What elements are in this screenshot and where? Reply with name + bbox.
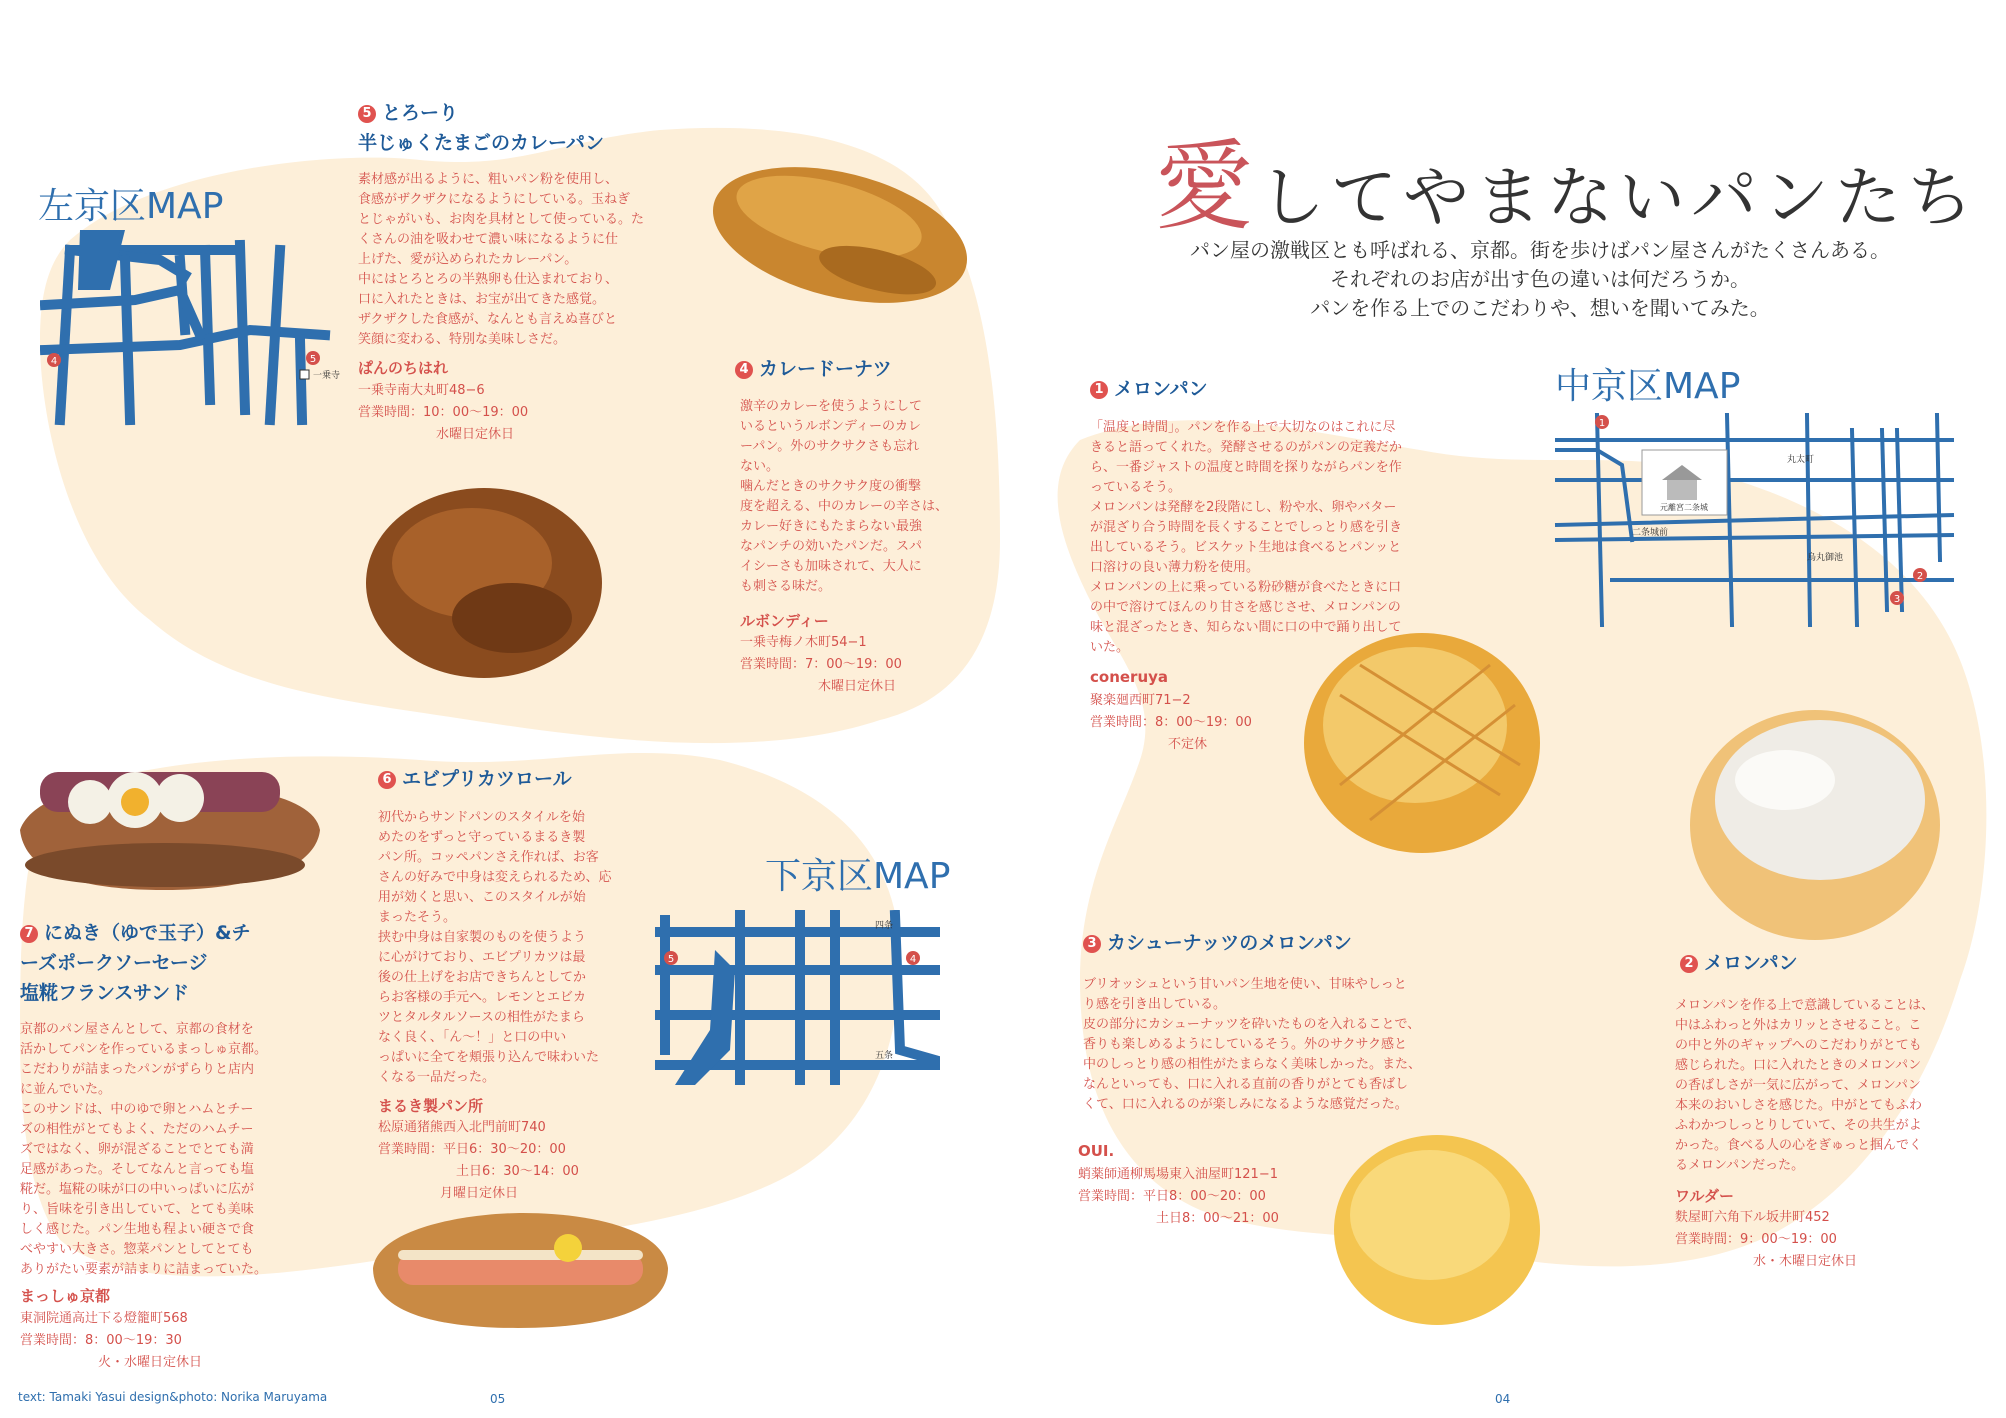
entry-6-body: 初代からサンドパンのスタイルを始 めたのをずっと守っているまるき製 パン所。コッペパンさえ作れば、お客 さんの好みで中身は変えられるため、応 用が効くと思い、このスタイルが始 まったそう。 挟む中身は自家製のものを使うよう に心がけており、エビプリカツは最 後の仕上げをお店できちんとしてか らお客様の手元へ。レモンとエビカ ツとタルタルソースの相性がたまら なく良く、「ん～！」と口の中い っぱいに全てを頬張り込んで味わいた くなる一品だった。 xyxy=(378,810,612,1085)
lead-line: それぞれのお店が出す色の違いは何だろうか。 xyxy=(1330,267,1750,291)
curry-donut-image xyxy=(362,478,607,683)
title-rest: してやまないパンたち xyxy=(1259,159,1980,236)
svg-text:2: 2 xyxy=(1916,571,1924,582)
entry-2-title: 2 メロンパン xyxy=(1680,948,1798,978)
entry-7-shop-name: まっしゅ京都 xyxy=(20,1287,111,1305)
svg-text:4: 4 xyxy=(50,356,58,367)
nakagyo-map xyxy=(1552,410,1962,635)
station-icon xyxy=(300,370,309,379)
credit-line: text: Tamaki Yasui design&photo: Norika Maruyama xyxy=(18,1390,328,1404)
page-number-right: 04 xyxy=(1495,1392,1511,1406)
entry-5-body: 素材感が出るように、粗いパン粉を使用し、 食感がザクザクになるようにしている。玉ねぎ とじゃがいも、お肉を具材として使っている。た くさんの油を吸わせて濃い味になるように仕 上げた、愛が込められたカレーパン。 中にはとろとろの半熟卵も仕込まれており、 口に入れたときは、お宝が出てきた感覚。 ザクザクした食感が、なんとも言えぬ喜びと 笑顔に変わる、特別な美味しさだ。 xyxy=(358,172,645,347)
entry-6-shop-name: まるき製パン所 xyxy=(378,1097,484,1115)
entry-number-badge: 4 xyxy=(735,361,753,379)
lead-line: パンを作る上でのこだわりや、想いを聞いてみた。 xyxy=(1310,296,1770,320)
svg-text:烏丸御池: 烏丸御池 xyxy=(1807,553,1844,563)
lead-line: パン屋の激戦区とも呼ばれる、京都。街を歩けばパン屋さんがたくさんある。 xyxy=(1190,238,1890,262)
svg-text:元離宮二条城: 元離宮二条城 xyxy=(1660,503,1708,512)
svg-text:5: 5 xyxy=(309,354,317,365)
entry-4-body: 激辛のカレーを使うようにして いるというルボンディーのカレ ーパン。外のサクサクさも忘れ ない。 噛んだときのサクサク度の衝撃 度を超える、中のカレーの辛さは、 カレー好きにもたまらない最強 なパンチの効いたパンだ。スパ イシーさも加味されて、大人に も刺さる味だ。 xyxy=(740,399,949,594)
entry-4-shop-info: 一乗寺梅ノ木町54−1 営業時間：7：00～19：00 木曜日定休日 xyxy=(740,635,902,694)
lead-text xyxy=(1150,236,1930,323)
shimogyo-map-title: 下京区MAP xyxy=(765,856,951,897)
svg-text:二条城前: 二条城前 xyxy=(1632,528,1669,538)
entry-7-body: 京都のパン屋さんとして、京都の食材を 活かしてパンを作っているまっしゅ京都。 こだわりが詰まったパンがずらりと店内 に並んでいた。 このサンドは、中のゆで卵とハムとチー ズの相性がとてもよく、ただのハムチー ズではなく、卵が混ざることでとても満 足感があった。そしてなんと言っても塩 糀だ。塩糀の味が口の中いっぱいに広が り、旨味を引き出していて、とても美味 しく感じた。パン生地も程よい硬さで食 べやすい大きさ。惣菜パンとしてとても ありがたい要素が詰まりに詰まっていた。 xyxy=(20,1022,268,1277)
svg-text:丸太町: 丸太町 xyxy=(1787,455,1815,465)
shrimp-cutlet-roll-image xyxy=(368,1208,673,1333)
entry-2-shop-name: ワルダー xyxy=(1675,1187,1734,1205)
entry-3-title: 3 カシューナッツのメロンパン xyxy=(1083,928,1352,958)
svg-text:五条: 五条 xyxy=(875,1051,894,1061)
nakagyo-map-title: 中京区MAP xyxy=(1555,366,1741,407)
sakyo-map-title: 左京区MAP xyxy=(38,186,224,227)
entry-5-shop-info: 一乗寺南大丸町48−6 営業時間：10：00～19：00 水曜日定休日 xyxy=(358,383,529,442)
curry-bread-image xyxy=(705,150,975,320)
entry-number-badge: 7 xyxy=(20,925,38,943)
entry-title-line: とろーり xyxy=(382,102,459,124)
page-title xyxy=(1155,108,1979,249)
svg-text:3: 3 xyxy=(1893,594,1901,605)
melon-pan-image-2 xyxy=(1685,700,1945,945)
entry-number-badge: 5 xyxy=(358,105,376,123)
entry-1-body: 「温度と時間」。パンを作る上で大切なのはこれに尽 きると語ってくれた。発酵させるのがパンの定義だか ら、一番ジャストの温度と時間を探りながらパンを作 っているそう。 メロンパンは発酵を2段階にし、粉や水、卵やバター が混ざり合う時間を長くすることでしっとり感を引き 出しているそう。ビスケット生地は食べるとパンッと 口溶けの良い薄力粉を使用。 メロンパンの上に乗っている粉砂糖が食べたときに口 の中で溶けてほんのり甘さを感じさせ、メロンパンの 味と混ざったとき、知らない間に口の中で踊り出して いた。 xyxy=(1090,420,1403,655)
melon-pan-image-1 xyxy=(1300,625,1545,860)
entry-number-badge: 3 xyxy=(1083,935,1101,953)
entry-number-badge: 2 xyxy=(1680,955,1698,973)
entry-2-shop-info: 麩屋町六角下ル坂井町452 営業時間：9：00～19：00 水・木曜日定休日 xyxy=(1675,1210,1858,1269)
shimogyo-map xyxy=(655,910,940,1085)
entry-6-title: 6 エビプリカツロール xyxy=(378,764,572,794)
entry-7-shop-info: 東洞院通高辻下る燈籠町568 営業時間：8：00～19：30 火・水曜日定休日 xyxy=(20,1311,203,1370)
page-number-left: 05 xyxy=(490,1392,506,1406)
entry-1-title: 1 メロンパン xyxy=(1090,374,1208,404)
cashew-melon-pan-image xyxy=(1330,1130,1545,1330)
entry-1-shop-name: coneruya xyxy=(1090,668,1169,686)
egg-sandwich-image xyxy=(15,760,325,895)
entry-7-title: 7 にぬき（ゆで玉子）&チ ーズポークソーセージ 塩糀フランスサンド xyxy=(20,922,251,1004)
entry-number-badge: 6 xyxy=(378,771,396,789)
entry-3-shop-name: OUI. xyxy=(1078,1142,1115,1160)
svg-text:1: 1 xyxy=(1598,418,1606,429)
entry-5-title xyxy=(358,98,604,158)
entry-5-shop-name: ぱんのちはれ xyxy=(358,359,449,377)
entry-title-line: 半じゅくたまごのカレーパン xyxy=(358,132,605,154)
entry-3-body: ブリオッシュという甘いパン生地を使い、甘味やしっと り感を引き出している。 皮の部分にカシューナッツを砕いたものを入れることで、 香りも楽しめるようにしているそう。外のサクサク感と 中のしっとり感の相性がたまらなく美味しかった。また、 なんといっても、口に入れる直前の香りがとても香ばし くて、口に入れるのが楽しみになるような感覚だった。 xyxy=(1083,977,1422,1112)
svg-text:四条: 四条 xyxy=(875,921,894,931)
sakyo-map xyxy=(40,230,340,430)
svg-text:4: 4 xyxy=(909,954,917,965)
entry-1-shop-info: 聚楽廻西町71−2 営業時間：8：00～19：00 不定休 xyxy=(1090,693,1252,752)
svg-text:5: 5 xyxy=(667,954,675,965)
title-big-char: 愛 xyxy=(1155,130,1260,244)
entry-4-title: 4 カレードーナツ xyxy=(735,354,892,384)
entry-3-shop-info: 蛸薬師通柳馬場東入油屋町121−1 営業時間：平日8：00～20：00 土日8：00～21：00 xyxy=(1078,1167,1279,1226)
entry-2-body: メロンパンを作る上で意識していることは、 中はふわっと外はカリッとさせること。こ の中と外のギャップへのこだわりがとても 感じられた。口に入れたときのメロンパン の香ばしさが一気に広がって、メロンパン 本来のおいしさを感じた。中がとてもふわ ふわかつしっとりしていて、その共生がよ かった。食べる人の心をぎゅっと掴んでく るメロンパンだった。 xyxy=(1675,998,1935,1173)
entry-6-shop-info: 松原通猪熊西入北門前町740 営業時間：平日6：30～20：00 土日6：30～14：00 月曜日定休日 xyxy=(378,1120,579,1201)
entry-4-shop-name: ルボンディー xyxy=(740,612,829,630)
entry-number-badge: 1 xyxy=(1090,381,1108,399)
svg-text:一乗寺: 一乗寺 xyxy=(313,371,340,381)
